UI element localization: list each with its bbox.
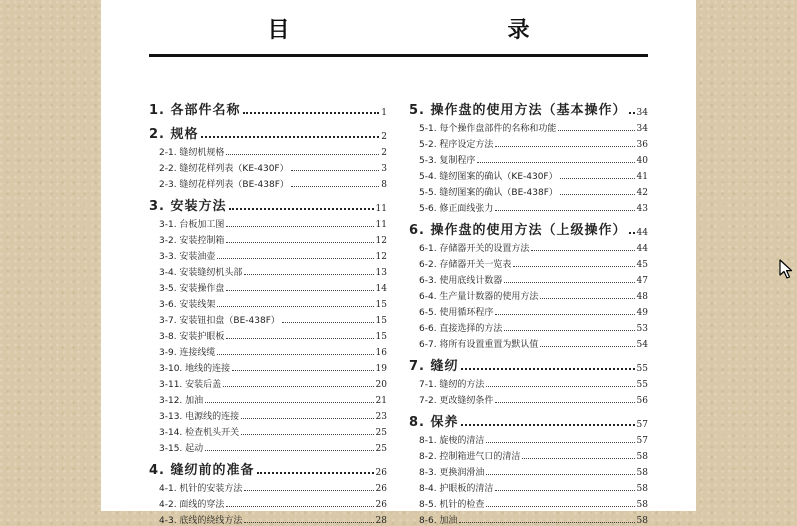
dot-leader (522, 458, 634, 459)
dot-leader (461, 424, 635, 426)
toc-entry-label: 4-1. 机针的安装方法 (159, 484, 243, 494)
toc-entry-label: 3-14. 检查机头开关 (159, 428, 240, 438)
toc-entry-label: 8-2. 控制箱进气口的清洁 (419, 452, 521, 462)
toc-entry-label: 3-12. 加油 (159, 396, 204, 406)
toc-page-number: 3 (381, 164, 387, 174)
dot-leader (226, 154, 379, 155)
toc-section-entry[interactable] (409, 166, 648, 182)
dot-leader (629, 232, 635, 234)
toc-entry-label: 3-13. 电源线的连接 (159, 412, 240, 422)
toc-section-entry[interactable] (149, 174, 387, 190)
toc-entry-label: 6-4. 生产量计数器的使用方法 (419, 292, 539, 302)
dot-leader (291, 170, 380, 171)
toc-page-number: 14 (375, 284, 387, 294)
toc-entry-label: 6-2. 存储器开关一览表 (419, 260, 512, 270)
dot-leader (226, 226, 373, 227)
toc-page-number: 57 (636, 436, 648, 446)
title-divider (149, 54, 648, 57)
toc-page-number: 1 (381, 108, 387, 118)
toc-entry-label: 6-5. 使用循环程序 (419, 308, 494, 318)
toc-section-entry[interactable] (409, 254, 648, 270)
toc-section-entry[interactable] (149, 422, 387, 438)
dot-leader (205, 450, 373, 451)
dot-leader (226, 290, 373, 291)
toc-chapter-entry[interactable] (409, 214, 648, 238)
toc-section-entry[interactable] (149, 246, 387, 262)
toc-entry-label: 7-1. 缝纫的方法 (419, 380, 485, 390)
toc-entry-label: 3. 安装方法 (149, 199, 227, 214)
toc-entry-label: 8. 保养 (409, 415, 459, 430)
toc-chapter-entry[interactable] (409, 94, 648, 118)
toc-page-number: 25 (375, 428, 387, 438)
dot-leader (461, 368, 635, 370)
toc-entry-label: 3-5. 安装操作盘 (159, 284, 225, 294)
toc-page-number: 40 (636, 156, 648, 166)
toc-section-entry[interactable] (409, 118, 648, 134)
toc-section-entry[interactable] (149, 494, 387, 510)
toc-page-number: 45 (636, 260, 648, 270)
toc-section-entry[interactable] (409, 430, 648, 446)
dot-leader (244, 274, 373, 275)
toc-section-entry[interactable] (149, 294, 387, 310)
toc-page-number: 8 (381, 180, 387, 190)
dot-leader (217, 306, 373, 307)
toc-title: 目 录 (267, 18, 588, 43)
toc-page-number: 15 (375, 300, 387, 310)
toc-section-entry[interactable] (409, 478, 648, 494)
toc-page-number: 58 (636, 516, 648, 526)
toc-entry-label: 8-6. 加油 (419, 516, 458, 526)
toc-entry-label: 6-3. 使用底线计数器 (419, 276, 503, 286)
toc-entry-label: 5-1. 每个操作盘部件的名称和功能 (419, 124, 557, 134)
toc-left-column (149, 94, 387, 526)
document-page (101, 0, 696, 526)
toc-section-entry[interactable] (149, 406, 387, 422)
toc-entry-label: 5. 操作盘的使用方法（基本操作） (409, 103, 627, 118)
dot-leader (495, 146, 634, 147)
toc-page-number: 16 (375, 348, 387, 358)
toc-section-entry[interactable] (149, 374, 387, 390)
toc-entry-label: 5-4. 缝纫图案的确认（KE-430F） (419, 172, 558, 182)
toc-page-number: 44 (636, 228, 648, 238)
dot-leader (495, 490, 634, 491)
toc-page-number: 58 (636, 468, 648, 478)
toc-section-entry[interactable] (149, 478, 387, 494)
dot-leader (217, 258, 373, 259)
toc-page-number: 34 (636, 124, 648, 134)
dot-leader (495, 402, 634, 403)
toc-section-entry[interactable] (409, 446, 648, 462)
dot-leader (504, 330, 634, 331)
toc-entry-label: 5-6. 修正面线张力 (419, 204, 494, 214)
dot-leader (486, 442, 634, 443)
toc-page-number: 53 (636, 324, 648, 334)
toc-entry-label: 6-7. 将所有设置重置为默认值 (419, 340, 539, 350)
dot-leader (291, 186, 379, 187)
dot-leader (243, 112, 380, 114)
toc-section-entry[interactable] (409, 374, 648, 390)
toc-entry-label: 3-1. 台板加工图 (159, 220, 225, 230)
toc-section-entry[interactable] (149, 278, 387, 294)
toc-entry-label: 3-7. 安装钮扣盘（BE-438F） (159, 316, 280, 326)
toc-section-entry[interactable] (409, 510, 648, 526)
toc-entry-label: 7-2. 更改缝纫条件 (419, 396, 494, 406)
dot-leader (257, 472, 374, 474)
dot-leader (495, 314, 634, 315)
toc-entry-label: 8-5. 机针的检查 (419, 500, 485, 510)
toc-entry-label: 3-10. 地线的连接 (159, 364, 231, 374)
toc-page-number: 42 (636, 188, 648, 198)
toc-entry-label: 2-2. 缝纫花样列表（KE-430F） (159, 164, 289, 174)
dot-leader (540, 346, 634, 347)
toc-page-number: 36 (636, 140, 648, 150)
toc-page-number: 13 (375, 268, 387, 278)
dot-leader (560, 178, 635, 179)
toc-entry-label: 8-3. 更换润滑油 (419, 468, 485, 478)
toc-chapter-entry[interactable] (409, 406, 648, 430)
toc-page-number: 12 (375, 252, 387, 262)
toc-page-number: 55 (636, 364, 648, 374)
dot-leader (244, 522, 373, 523)
toc-page-number: 58 (636, 500, 648, 510)
toc-entry-label: 7. 缝纫 (409, 359, 459, 374)
toc-section-entry[interactable] (149, 310, 387, 326)
mouse-pointer-icon (779, 259, 793, 279)
toc-entry-label: 6-1. 存储器开关的设置方法 (419, 244, 530, 254)
toc-entry-label: 8-4. 护眼板的清洁 (419, 484, 494, 494)
toc-chapter-entry[interactable] (149, 94, 387, 118)
toc-section-entry[interactable] (409, 462, 648, 478)
toc-section-entry[interactable] (409, 390, 648, 406)
toc-page-number: 15 (375, 332, 387, 342)
toc-section-entry[interactable] (409, 182, 648, 198)
toc-page-number: 28 (375, 516, 387, 526)
dot-leader (282, 322, 374, 323)
dot-leader (459, 522, 634, 523)
dot-leader (540, 298, 634, 299)
dot-leader (232, 370, 373, 371)
toc-section-entry[interactable] (409, 334, 648, 350)
toc-page-number: 47 (636, 276, 648, 286)
toc-page-number: 41 (636, 172, 648, 182)
toc-page-number: 19 (375, 364, 387, 374)
toc-page-number: 23 (375, 412, 387, 422)
toc-entry-label: 4-3. 底线的绕线方法 (159, 516, 243, 526)
toc-section-entry[interactable] (149, 230, 387, 246)
toc-section-entry[interactable] (409, 286, 648, 302)
toc-entry-label: 3-11. 安装后盖 (159, 380, 222, 390)
toc-section-entry[interactable] (149, 214, 387, 230)
toc-page-number: 26 (375, 500, 387, 510)
toc-section-entry[interactable] (409, 318, 648, 334)
toc-section-entry[interactable] (149, 262, 387, 278)
dot-leader (229, 208, 374, 210)
toc-section-entry[interactable] (409, 270, 648, 286)
dot-leader (226, 242, 373, 243)
toc-section-entry[interactable] (409, 134, 648, 150)
dot-leader (226, 506, 373, 507)
toc-entry-label: 8-1. 旋梭的清洁 (419, 436, 485, 446)
toc-right-column (409, 94, 648, 526)
toc-page-number: 26 (375, 484, 387, 494)
toc-page-number: 48 (636, 292, 648, 302)
toc-section-entry[interactable] (149, 510, 387, 526)
toc-section-entry[interactable] (409, 198, 648, 214)
toc-section-entry[interactable] (409, 238, 648, 254)
toc-section-entry[interactable] (149, 390, 387, 406)
toc-page-number: 2 (381, 148, 387, 158)
toc-section-entry[interactable] (149, 142, 387, 158)
toc-page-number: 43 (636, 204, 648, 214)
toc-page-number: 21 (375, 396, 387, 406)
dot-leader (244, 490, 373, 491)
toc-entry-label: 3-8. 安装护眼板 (159, 332, 225, 342)
dot-leader (223, 386, 373, 387)
toc-entry-label: 4-2. 面线的穿法 (159, 500, 225, 510)
dot-leader (486, 506, 634, 507)
toc-chapter-entry[interactable] (409, 350, 648, 374)
toc-chapter-entry[interactable] (149, 454, 387, 478)
toc-page-number: 11 (375, 220, 387, 230)
toc-page-number: 49 (636, 308, 648, 318)
dot-leader (504, 282, 634, 283)
toc-section-entry[interactable] (149, 438, 387, 454)
toc-entry-label: 5-5. 缝纫图案的确认（BE-438F） (419, 188, 558, 198)
dot-leader (201, 136, 380, 138)
dot-leader (486, 474, 634, 475)
dot-leader (205, 402, 373, 403)
dot-leader (495, 210, 634, 211)
toc-entry-label: 6. 操作盘的使用方法（上级操作） (409, 223, 627, 238)
toc-page-number: 34 (636, 108, 648, 118)
toc-page-number: 56 (636, 396, 648, 406)
dot-leader (513, 266, 634, 267)
toc-page-number: 15 (375, 316, 387, 326)
toc-page-number: 12 (375, 236, 387, 246)
toc-page-number: 57 (636, 420, 648, 430)
toc-entry-label: 6-6. 直接选择的方法 (419, 324, 503, 334)
toc-entry-label: 2-3. 缝纫花样列表（BE-438F） (159, 180, 289, 190)
toc-entry-label: 3-2. 安装控制箱 (159, 236, 225, 246)
toc-section-entry[interactable] (409, 150, 648, 166)
toc-section-entry[interactable] (149, 326, 387, 342)
toc-section-entry[interactable] (409, 494, 648, 510)
dot-leader (241, 434, 373, 435)
toc-section-entry[interactable] (149, 342, 387, 358)
toc-entry-label: 2-1. 缝纫机规格 (159, 148, 225, 158)
dot-leader (241, 418, 373, 419)
toc-page-number: 2 (381, 132, 387, 142)
toc-entry-label: 5-2. 程序设定方法 (419, 140, 494, 150)
toc-entry-label: 3-3. 安装油壶 (159, 252, 216, 262)
dot-leader (226, 338, 373, 339)
toc-page-number: 20 (375, 380, 387, 390)
toc-page-number: 44 (636, 244, 648, 254)
toc-chapter-entry[interactable] (149, 118, 387, 142)
toc-entry-label: 1. 各部件名称 (149, 103, 241, 118)
toc-entry-label: 3-9. 连接线缆 (159, 348, 216, 358)
toc-section-entry[interactable] (149, 158, 387, 174)
toc-page-number: 11 (375, 204, 387, 214)
toc-page-number: 26 (375, 468, 387, 478)
dot-leader (477, 162, 634, 163)
toc-entry-label: 5-3. 复制程序 (419, 156, 476, 166)
dot-leader (560, 194, 635, 195)
toc-section-entry[interactable] (409, 302, 648, 318)
dot-leader (486, 386, 634, 387)
toc-page-number: 55 (636, 380, 648, 390)
toc-entry-label: 2. 规格 (149, 127, 199, 142)
toc-page-number: 58 (636, 452, 648, 462)
toc-section-entry[interactable] (149, 358, 387, 374)
toc-entry-label: 3-6. 安装线架 (159, 300, 216, 310)
toc-page-number: 25 (375, 444, 387, 454)
toc-entry-label: 3-4. 安装缝纫机头部 (159, 268, 243, 278)
toc-page-number: 58 (636, 484, 648, 494)
toc-entry-label: 4. 缝纫前的准备 (149, 463, 255, 478)
dot-leader (531, 250, 634, 251)
dot-leader (217, 354, 373, 355)
toc-chapter-entry[interactable] (149, 190, 387, 214)
dot-leader (629, 112, 635, 114)
toc-entry-label: 3-15. 起动 (159, 444, 204, 454)
dot-leader (558, 130, 634, 131)
toc-page-number: 54 (636, 340, 648, 350)
